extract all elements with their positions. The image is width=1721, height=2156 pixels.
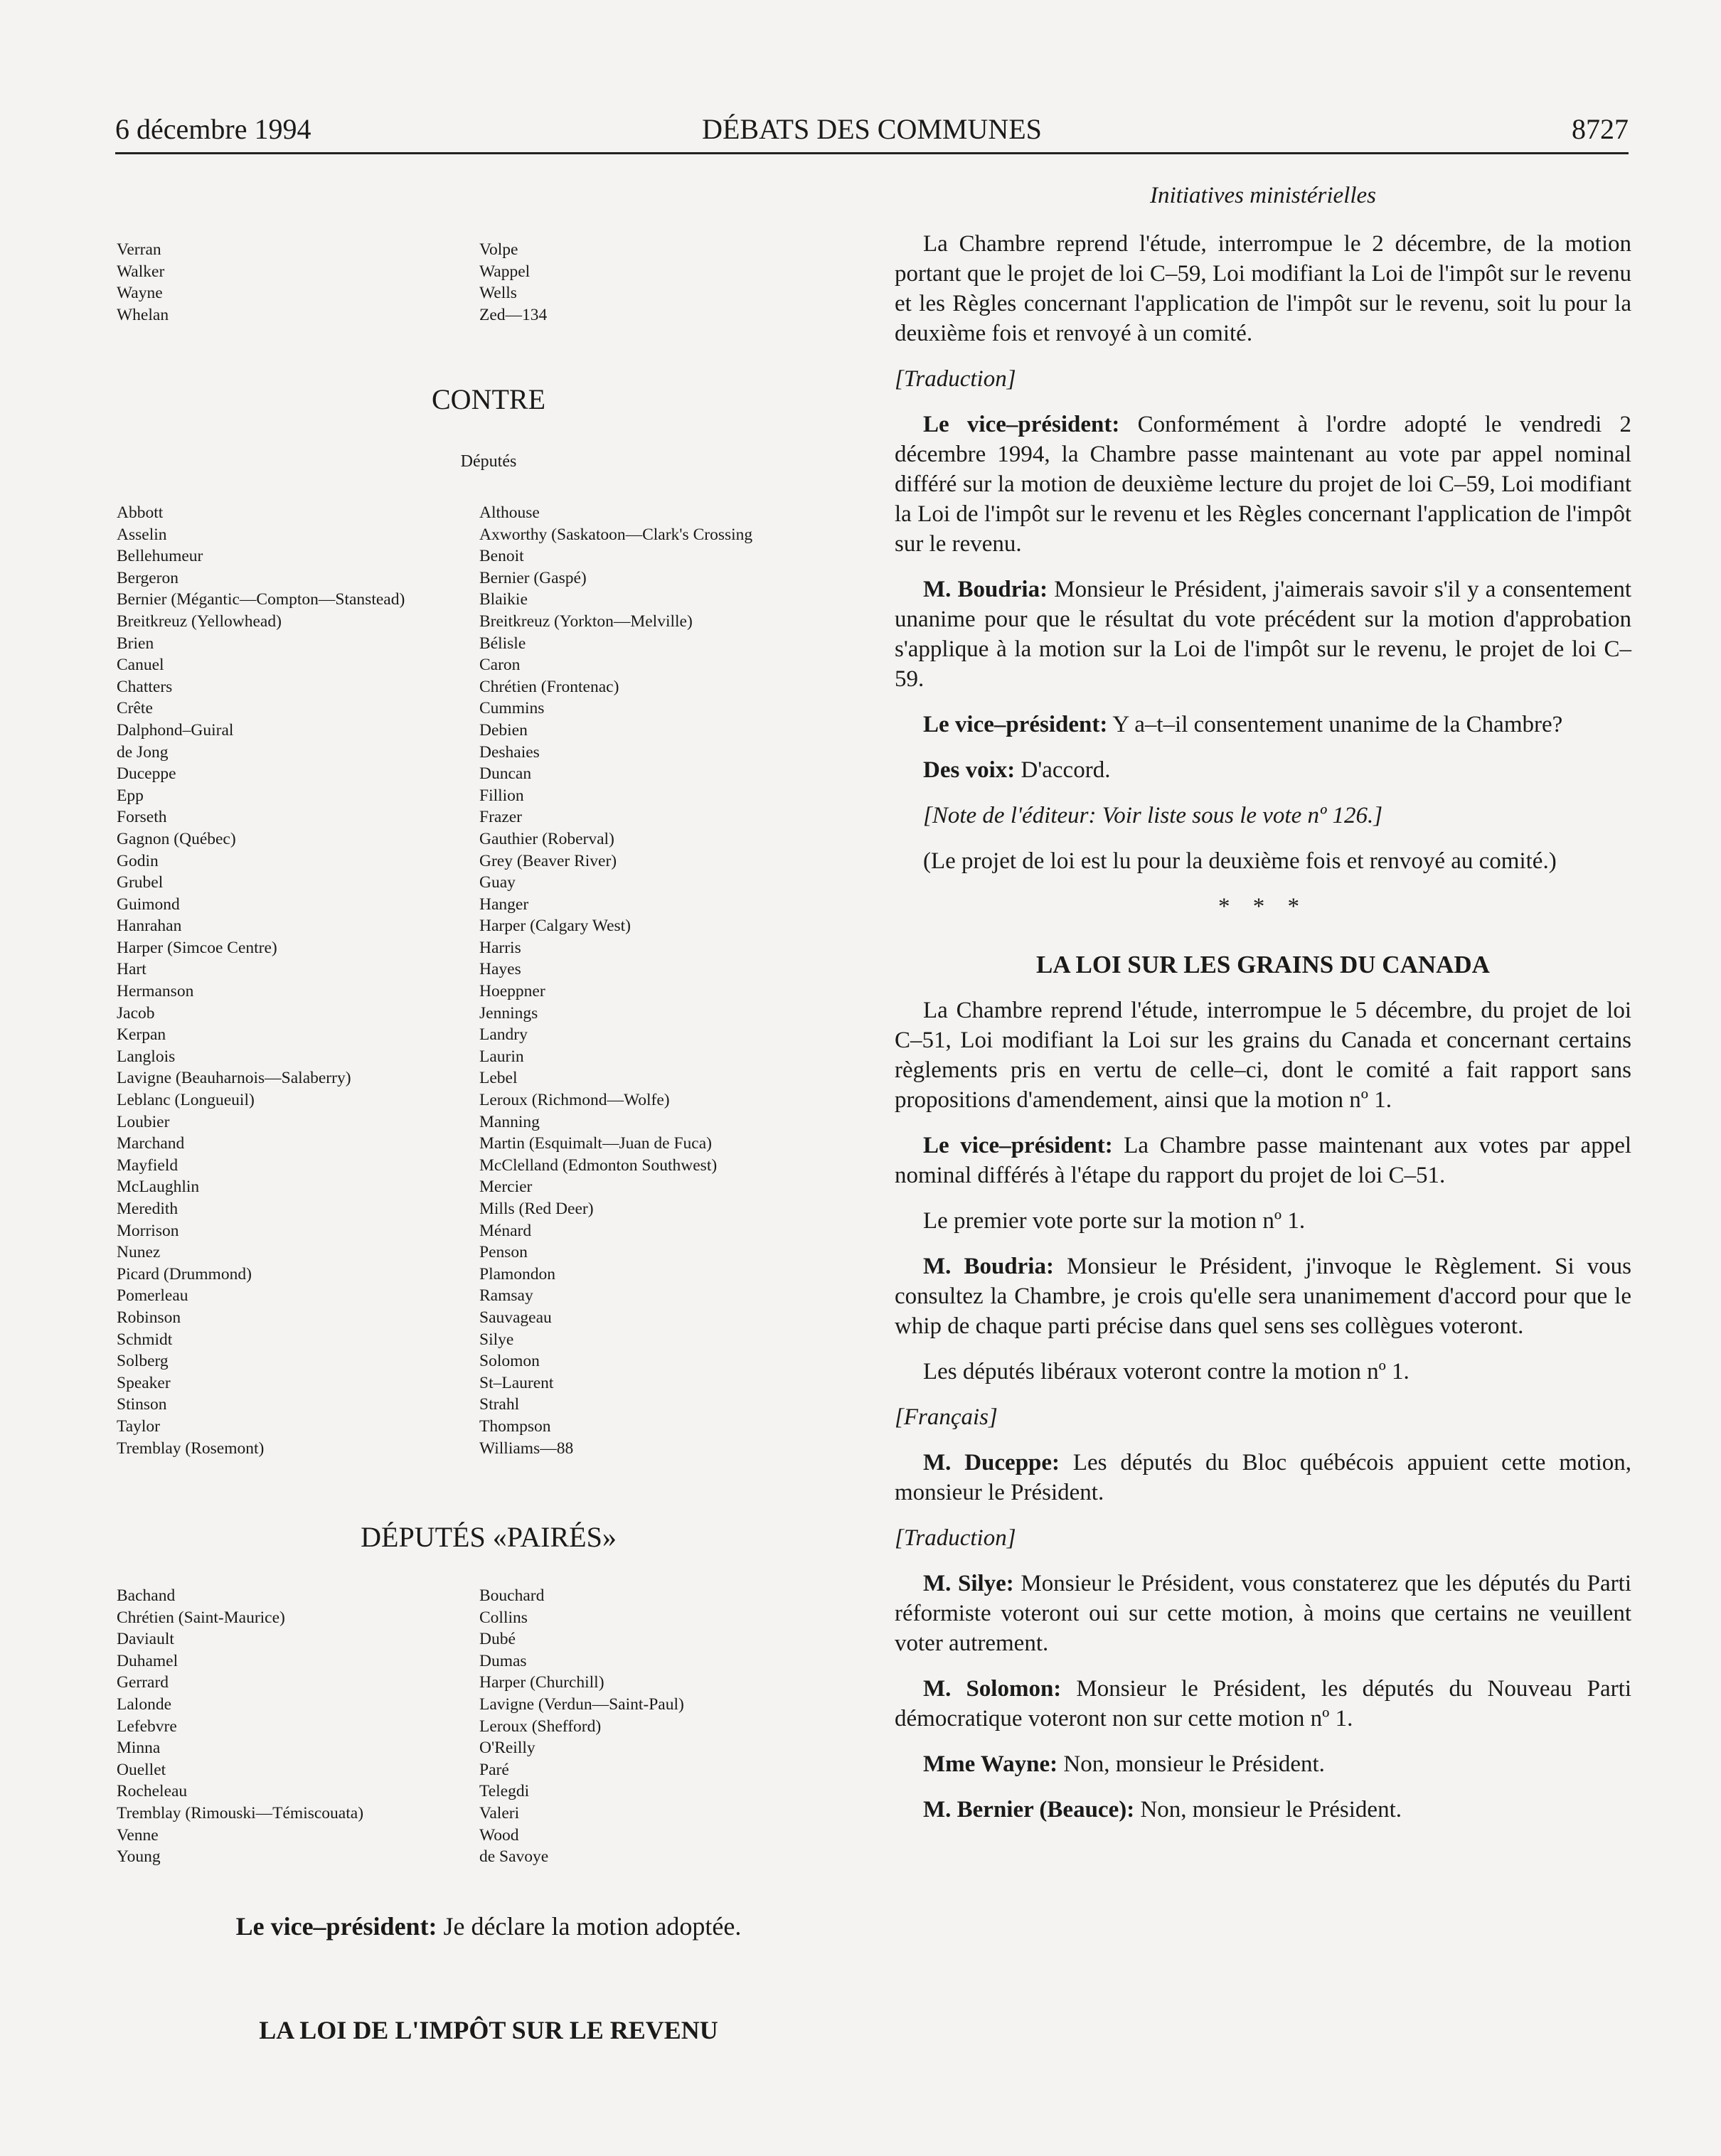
section-title-impot: LA LOI DE L'IMPÔT SUR LE REVENU [259, 2016, 718, 2044]
motion-adopted-statement [115, 1911, 862, 1941]
speaker-name: M. Duceppe: [923, 1450, 1060, 1475]
paragraph: La Chambre reprend l'étude, interrompue le 2 décembre, de la motion portant que le projet de loi C–59, Loi modifiant la Loi de l'impôt sur le revenu et les Règles concernant l'application de l'impôt sur le revenu, soit lu pour la deuxième fois et renvoyé à un comité. [895, 231, 1631, 346]
member-name: Marchand [117, 1134, 185, 1153]
member-name: Wappel [479, 262, 531, 281]
member-name: Solberg [117, 1352, 169, 1371]
member-name: Chrétien (Saint-Maurice) [117, 1608, 285, 1627]
member-name: Picard (Drummond) [117, 1264, 252, 1284]
member-name: Valeri [479, 1803, 520, 1823]
member-name: Solomon [479, 1352, 540, 1371]
member-name: Asselin [117, 525, 167, 544]
member-name: Deshaies [479, 742, 540, 762]
name-list-top-col1 [117, 239, 169, 326]
speaker-name: Le vice–président: [235, 1912, 437, 1941]
speaker-name: Le vice–président: [923, 1133, 1113, 1158]
member-name: Wood [479, 1825, 519, 1845]
member-name: Dumas [479, 1651, 527, 1670]
speech-text: Y a–t–il consentement unanime de la Chambre? [1107, 712, 1563, 737]
member-name: Hayes [479, 960, 521, 979]
member-name: Manning [479, 1112, 540, 1131]
section-separator: * * * [1218, 894, 1308, 919]
member-name: Volpe [479, 240, 518, 259]
paragraph [895, 410, 1631, 559]
member-name: Landry [479, 1025, 528, 1045]
member-name: Grubel [117, 873, 164, 892]
member-name: Hart [117, 960, 146, 979]
member-name: Lebel [479, 1069, 518, 1088]
running-head: Initiatives ministérielles [1149, 183, 1377, 208]
member-name: Ramsay [479, 1286, 533, 1306]
member-name: Loubier [117, 1112, 170, 1131]
member-name: Thompson [479, 1416, 551, 1436]
member-name: O'Reilly [479, 1739, 536, 1758]
member-name: Hermanson [117, 982, 194, 1001]
member-name: Althouse [479, 503, 540, 522]
member-name: Chrétien (Frontenac) [479, 677, 619, 696]
member-name: Martin (Esquimalt—Juan de Fuca) [479, 1134, 712, 1153]
member-name: Mercier [479, 1178, 533, 1197]
paragraph [895, 710, 1631, 740]
member-name: Bachand [117, 1586, 176, 1605]
member-name: Duceppe [117, 764, 176, 784]
member-name: Bergeron [117, 568, 179, 587]
name-list-top-col2 [479, 239, 547, 326]
member-name: Bernier (Gaspé) [479, 568, 587, 587]
member-name: Zed—134 [479, 305, 548, 324]
paragraph [895, 755, 1631, 785]
paragraph [895, 1749, 1631, 1779]
name-list-paires-col2 [479, 1585, 684, 1868]
member-name: Speaker [117, 1373, 171, 1392]
member-name: Hoeppner [479, 982, 545, 1001]
deputes-subheading: Députés [460, 452, 517, 471]
member-name: Epp [117, 786, 144, 805]
member-name: Ouellet [117, 1760, 166, 1779]
member-name: Chatters [117, 677, 173, 696]
member-name: Rocheleau [117, 1782, 188, 1801]
member-name: Stinson [117, 1395, 167, 1414]
speech-text: Les députés du Bloc québécois appuient cette motion, monsieur le Président. [895, 1450, 1631, 1505]
speaker-name: Le vice–président: [923, 712, 1108, 737]
member-name: Pomerleau [117, 1286, 188, 1306]
member-name: Leblanc (Longueuil) [117, 1091, 255, 1110]
member-name: Whelan [117, 305, 169, 324]
paragraph [895, 1569, 1631, 1658]
paragraph [895, 1448, 1631, 1507]
member-name: Gerrard [117, 1673, 169, 1692]
member-name: Caron [479, 656, 521, 675]
name-list-paires-col1 [117, 1585, 363, 1868]
member-name: Hanger [479, 895, 529, 914]
member-name: Blaikie [479, 590, 528, 609]
paragraph [895, 575, 1631, 694]
right-column [895, 181, 1631, 1840]
member-name: Nunez [117, 1243, 161, 1262]
member-name: Daviault [117, 1630, 174, 1649]
member-name: Mills (Red Deer) [479, 1200, 594, 1218]
name-list-contre-col1 [117, 502, 405, 1459]
contre-heading: CONTRE [432, 383, 545, 415]
member-name: Lefebvre [117, 1717, 177, 1736]
speaker-name: M. Boudria: [923, 577, 1048, 602]
paragraph [895, 1252, 1631, 1341]
member-name: Schmidt [117, 1330, 173, 1349]
member-name: de Jong [117, 742, 169, 762]
member-name: Guimond [117, 895, 180, 914]
member-name: Robinson [117, 1308, 181, 1327]
member-name: Wells [479, 284, 517, 303]
editor-note: [Note de l'éditeur: Voir liste sous le vote nº 126.] [923, 803, 1383, 828]
member-name: St–Laurent [479, 1373, 554, 1392]
traduction-marker: [Traduction] [895, 1525, 1016, 1551]
speaker-name: M. Solomon: [923, 1676, 1062, 1702]
speech-text: Monsieur le Président, j'invoque le Règlement. Si vous consultez la Chambre, je crois qu'elle sera unanimement d'accord pour que le whip de chaque parti précise dans quel sens ses collègues voteront. [895, 1254, 1632, 1339]
member-name: Tremblay (Rosemont) [117, 1439, 265, 1458]
member-name: Wayne [117, 284, 163, 303]
speech-text: La Chambre passe maintenant aux votes par appel nominal différés à l'étape du rapport du projet de loi C–51. [895, 1133, 1632, 1188]
member-name: Jennings [479, 1003, 538, 1023]
paires-heading: DÉPUTÉS «PAIRÉS» [361, 1521, 617, 1553]
speech-text: Monsieur le Président, vous constaterez que les députés du Parti réformiste voteront oui sur cette motion, à moins que certains ne veuillent voter autrement. [895, 1571, 1631, 1656]
member-name: Young [117, 1847, 161, 1867]
speech-text: Monsieur le Président, j'aimerais savoir s'il y a consentement unanime pour que le résultat du vote précédent sur la motion d'approbation s'applique à la motion sur la Loi de l'impôt sur le revenu, le projet de loi C–59. [895, 577, 1632, 692]
member-name: Harper (Churchill) [479, 1673, 604, 1692]
member-name: Dubé [479, 1630, 516, 1649]
member-name: Bernier (Mégantic—Compton—Stanstead) [117, 590, 405, 609]
traduction-marker: [Traduction] [895, 366, 1016, 392]
header-date: 6 décembre 1994 [115, 113, 311, 145]
member-name: Plamondon [479, 1264, 556, 1284]
member-name: Benoit [479, 547, 524, 566]
member-name: Gauthier (Roberval) [479, 829, 614, 848]
page-header [115, 107, 1629, 154]
member-name: Williams—88 [479, 1439, 574, 1458]
speech-text: Non, monsieur le Président. [1057, 1751, 1325, 1777]
speaker-name: M. Silye: [923, 1571, 1014, 1596]
member-name: McClelland (Edmonton Southwest) [479, 1156, 718, 1175]
member-name: Brien [117, 634, 154, 653]
speaker-name: Le vice–président: [923, 412, 1120, 437]
member-name: Fillion [479, 786, 524, 805]
member-name: Meredith [117, 1200, 179, 1218]
speech-text: D'accord. [1015, 757, 1111, 783]
member-name: Jacob [117, 1003, 155, 1023]
member-name: Penson [479, 1243, 528, 1262]
speaker-name: M. Boudria: [923, 1254, 1054, 1279]
member-name: Cummins [479, 699, 545, 718]
member-name: Duncan [479, 764, 532, 784]
paragraph: (Le projet de loi est lu pour la deuxième fois et renvoyé au comité.) [923, 848, 1557, 874]
speech-text: Conformément à l'ordre adopté le vendredi 2 décembre 1994, la Chambre passe maintenant au vote par appel nominal différé sur la motion de deuxième lecture du projet de loi C–59, Loi modifiant la Loi de l'impôt sur le revenu et les Règles concernant l'application de l'impôt sur le revenu. [895, 412, 1632, 557]
francais-marker: [Français] [895, 1404, 998, 1430]
member-name: Tremblay (Rimouski—Témiscouata) [117, 1803, 364, 1823]
member-name: Harper (Calgary West) [479, 917, 632, 936]
member-name: Morrison [117, 1221, 179, 1240]
member-name: Lalonde [117, 1695, 171, 1714]
paragraph: Le premier vote porte sur la motion nº 1. [923, 1208, 1306, 1234]
member-name: Langlois [117, 1047, 176, 1066]
section-title-grains: LA LOI SUR LES GRAINS DU CANADA [1036, 951, 1490, 978]
member-name: Dalphond–Guiral [117, 720, 234, 740]
paragraph [895, 1131, 1631, 1190]
member-name: Debien [479, 720, 528, 740]
member-name: Bouchard [479, 1586, 545, 1605]
member-name: Lavigne (Verdun—Saint-Paul) [479, 1695, 684, 1714]
member-name: Ménard [479, 1221, 532, 1240]
member-name: McLaughlin [117, 1178, 200, 1197]
paragraph [895, 1674, 1631, 1734]
member-name: Minna [117, 1739, 161, 1758]
member-name: Hanrahan [117, 917, 182, 936]
member-name: Breitkreuz (Yellowhead) [117, 612, 282, 631]
member-name: Harper (Simcoe Centre) [117, 938, 277, 957]
member-name: Paré [479, 1760, 509, 1779]
member-name: Collins [479, 1608, 528, 1627]
speech-text: Monsieur le Président, les députés du Nouveau Parti démocratique voteront non sur cette motion nº 1. [895, 1676, 1631, 1731]
member-name: Bellehumeur [117, 547, 203, 566]
header-title: DÉBATS DES COMMUNES [702, 113, 1042, 145]
member-name: Harris [479, 938, 521, 957]
member-name: Canuel [117, 656, 164, 675]
member-name: de Savoye [479, 1847, 549, 1867]
speaker-name: Des voix: [923, 757, 1016, 783]
member-name: Bélisle [479, 634, 526, 653]
member-name: Sauvageau [479, 1308, 552, 1327]
member-name: Godin [117, 851, 159, 870]
member-name: Lavigne (Beauharnois—Salaberry) [117, 1069, 351, 1088]
member-name: Forseth [117, 808, 167, 827]
member-name: Walker [117, 262, 165, 281]
paragraph [895, 1795, 1631, 1825]
member-name: Venne [117, 1825, 159, 1845]
member-name: Leroux (Richmond—Wolfe) [479, 1091, 670, 1110]
member-name: Breitkreuz (Yorkton—Melville) [479, 612, 693, 631]
member-name: Abbott [117, 503, 164, 522]
name-list-contre-col2 [479, 502, 752, 1459]
member-name: Verran [117, 240, 161, 259]
member-name: Kerpan [117, 1025, 166, 1045]
speaker-name: Mme Wayne: [923, 1751, 1058, 1777]
speaker-name: M. Bernier (Beauce): [923, 1797, 1135, 1823]
member-name: Grey (Beaver River) [479, 851, 617, 870]
member-name: Laurin [479, 1047, 524, 1066]
member-name: Duhamel [117, 1651, 179, 1670]
member-name: Telegdi [479, 1782, 530, 1801]
member-name: Strahl [479, 1395, 520, 1414]
member-name: Taylor [117, 1416, 160, 1436]
member-name: Frazer [479, 808, 523, 827]
member-name: Gagnon (Québec) [117, 829, 236, 848]
page-number: 8727 [1572, 113, 1629, 145]
paragraph: Les députés libéraux voteront contre la motion nº 1. [923, 1359, 1410, 1384]
speech-text: Non, monsieur le Président. [1134, 1797, 1402, 1823]
paragraph: La Chambre reprend l'étude, interrompue le 5 décembre, du projet de loi C–51, Loi modifiant la Loi sur les grains du Canada et concernant certains règlements pris en vertu de celle–ci, dont le comité a fait rapport sans propositions d'amendement, ainsi que la motion nº 1. [895, 998, 1631, 1113]
member-name: Mayfield [117, 1156, 179, 1175]
member-name: Silye [479, 1330, 514, 1349]
member-name: Guay [479, 873, 516, 892]
member-name: Crête [117, 699, 153, 718]
member-name: Leroux (Shefford) [479, 1717, 602, 1736]
member-name: Axworthy (Saskatoon—Clark's Crossing [479, 525, 753, 544]
statement-text: Je déclare la motion adoptée. [437, 1912, 742, 1941]
